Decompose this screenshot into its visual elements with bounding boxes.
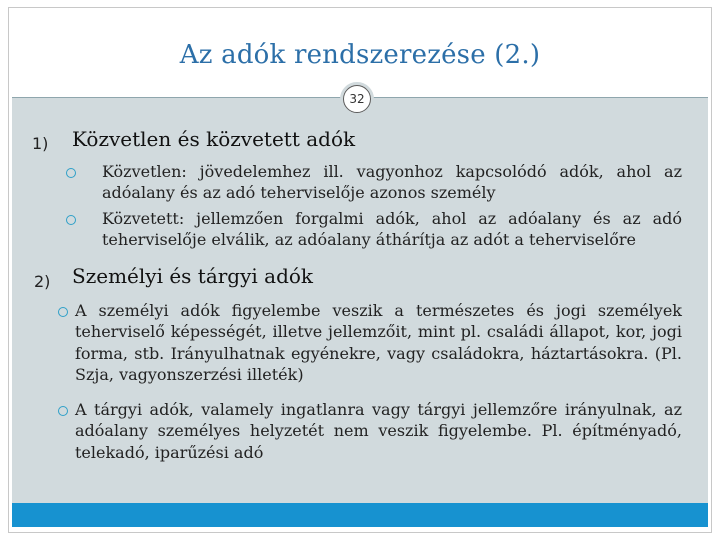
section-1-item-2: Közvetett: jellemzően forgalmi adók, ahol az adóalany és az adó teherviselője elválik, az adóalany áthárítja az adót a teherviselőre [102,209,682,249]
section-2-number: 2) [34,272,51,291]
slide-title: Az adók rendszerezése (2.) [179,40,541,70]
page-number-badge [340,82,374,116]
section-1-heading: Közvetlen és közvetett adók [72,127,356,151]
bullet-icon [58,307,68,317]
section-2-item-1: A személyi adók figyelembe veszik a természetes és jogi személyek teherviselő képességét, illetve jellemzőit, mint pl. családi állapot, kor, jogi forma, stb. Irányulhatnak egyénekre, vagy családokra, háztartásokra. (Pl. Szja, vagyonszerzési illeték) [75,301,682,384]
bullet-icon [66,168,76,178]
section-2-heading: Személyi és tárgyi adók [72,264,314,288]
section-1-item-1: Közvetlen: jövedelemhez ill. vagyonhoz kapcsolódó adók, ahol az adóalany és az adó teherviselője azonos személy [102,162,682,202]
section-1-number: 1) [32,134,49,153]
section-2-item-2: A tárgyi adók, valamely ingatlanra vagy tárgyi jellemzőre irányulnak, az adóalany személyes helyzetét nem veszik figyelembe. Pl. építményadó, telekadó, iparűzési adó [75,400,682,462]
page-number: 32 [343,85,371,113]
bullet-icon [66,215,76,225]
bullet-icon [58,406,68,416]
footer-bar [12,503,708,527]
